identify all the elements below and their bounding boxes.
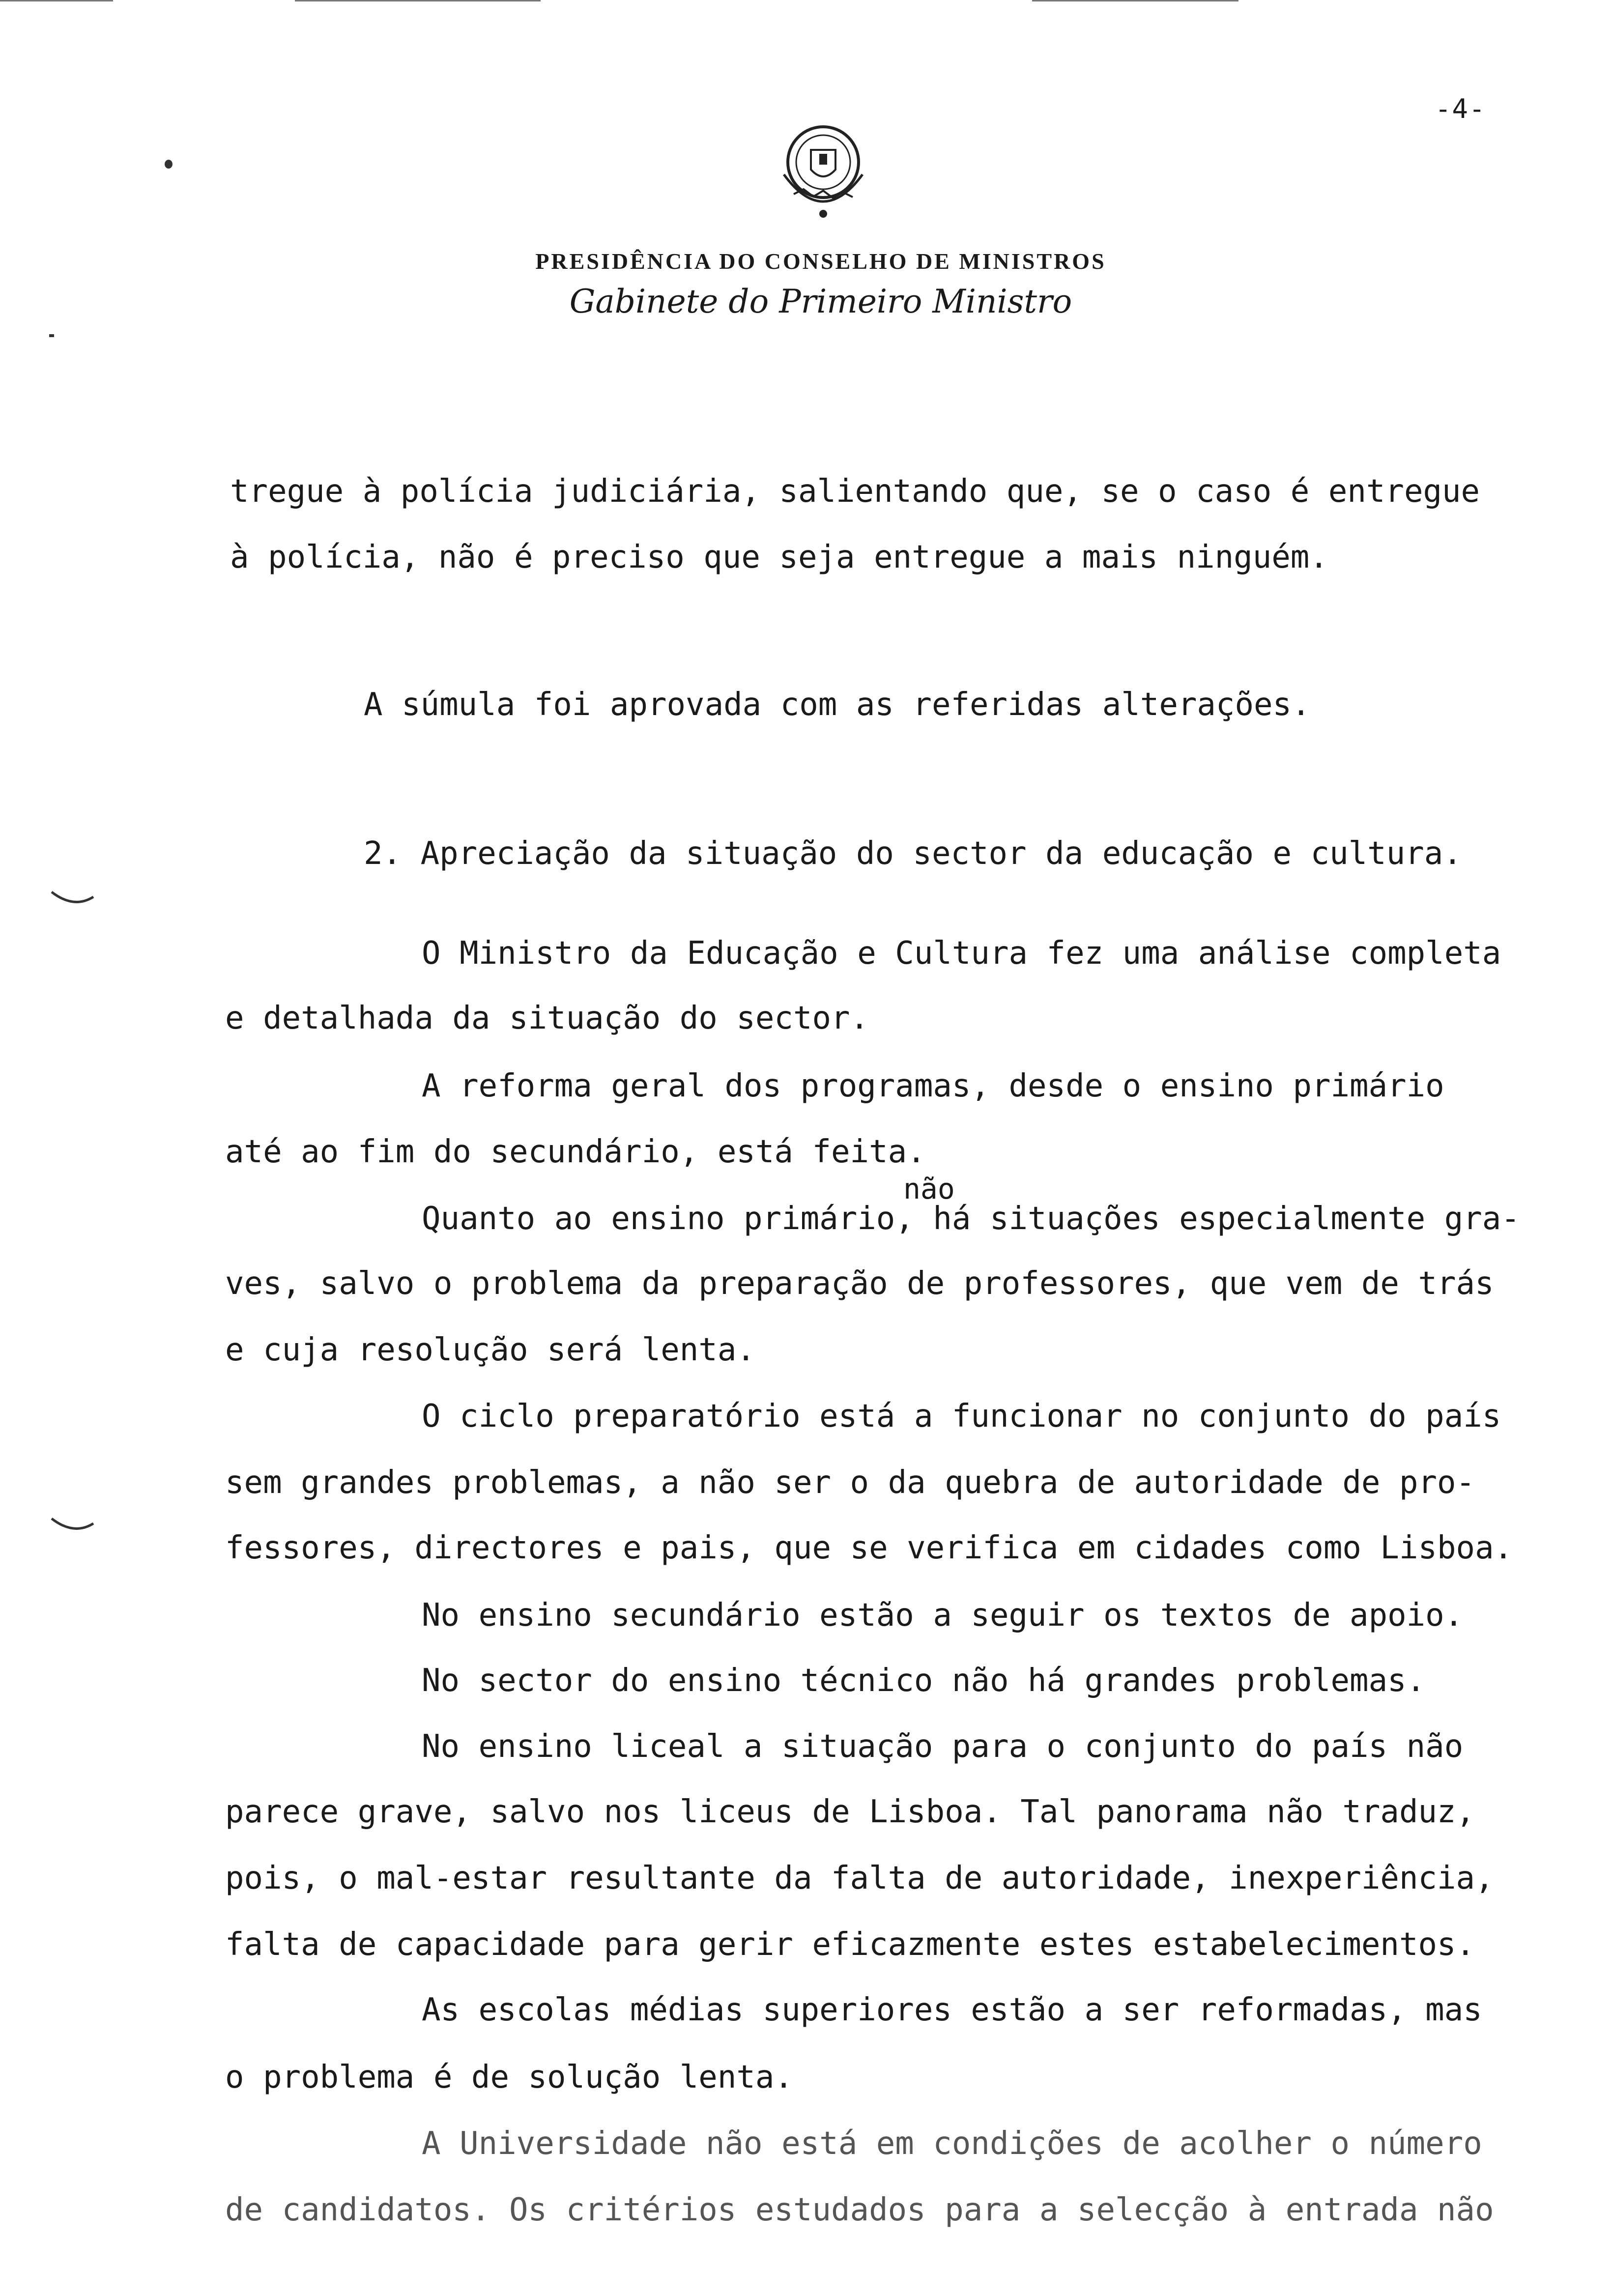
body-line: sem grandes problemas, a não ser o da quebra de autoridade de pro- xyxy=(225,1464,1475,1501)
handwritten-insert: não xyxy=(903,1172,955,1205)
body-line: fessores, directores e pais, que se verifica em cidades como Lisboa. xyxy=(225,1530,1513,1566)
body-line: A reforma geral dos programas, desde o ensino primário xyxy=(422,1068,1444,1104)
body-line: O Ministro da Educação e Cultura fez uma análise completa xyxy=(422,935,1501,972)
page-number: -4- xyxy=(1435,93,1486,124)
body-line: o problema é de solução lenta. xyxy=(225,2059,793,2095)
body-line: As escolas médias superiores estão a ser reformadas, mas xyxy=(422,1992,1482,2028)
body-line: à polícia, não é preciso que seja entregue a mais ninguém. xyxy=(230,539,1328,575)
body-line: No ensino liceal a situação para o conjunto do país não xyxy=(422,1728,1464,1765)
body-line: A Universidade não está em condições de acolher o número xyxy=(422,2125,1482,2162)
body-line: falta de capacidade para gerir eficazmente estes estabelecimentos. xyxy=(225,1926,1475,1963)
body-line: e detalhada da situação do sector. xyxy=(225,1000,869,1036)
coat-of-arms-seal-icon xyxy=(764,115,882,233)
body-line: parece grave, salvo nos liceus de Lisboa. Tal panorama não traduz, xyxy=(225,1794,1475,1830)
body-line: No ensino secundário estão a seguir os textos de apoio. xyxy=(422,1597,1464,1634)
scan-speck xyxy=(165,160,173,169)
body-line: de candidatos. Os critérios estudados para a selecção à entrada não xyxy=(225,2192,1494,2228)
body-line: pois, o mal-estar resultante da falta de autoridade, inexperiência, xyxy=(225,1860,1494,1896)
body-line: até ao fim do secundário, está feita. xyxy=(225,1134,926,1170)
body-line: O ciclo preparatório está a funcionar no conjunto do país xyxy=(422,1398,1501,1435)
body-line: A súmula foi aprovada com as referidas alterações. xyxy=(364,687,1311,723)
scan-edge-rule xyxy=(0,0,113,1)
body-line: No sector do ensino técnico não há grandes problemas. xyxy=(422,1663,1426,1699)
body-line: ves, salvo o problema da preparação de professores, que vem de trás xyxy=(225,1265,1494,1302)
body-line: e cuja resolução será lenta. xyxy=(225,1332,755,1368)
body-line: Quanto ao ensino primário, há situações especialmente gra- xyxy=(422,1201,1520,1237)
section-heading: 2. Apreciação da situação do sector da educação e cultura. xyxy=(364,835,1462,872)
body-line: tregue à polícia judiciária, salientando que, se o caso é entregue xyxy=(230,473,1480,510)
header-title: PRESIDÊNCIA DO CONSELHO DE MINISTROS xyxy=(535,249,1106,274)
margin-scan-mark xyxy=(49,1516,98,1536)
margin-scan-mark xyxy=(49,890,98,909)
scan-edge-rule xyxy=(1032,0,1238,1)
header-subtitle: Gabinete do Primeiro Ministro xyxy=(569,283,1072,320)
scan-edge-rule xyxy=(295,0,541,1)
scan-speck xyxy=(49,334,54,337)
